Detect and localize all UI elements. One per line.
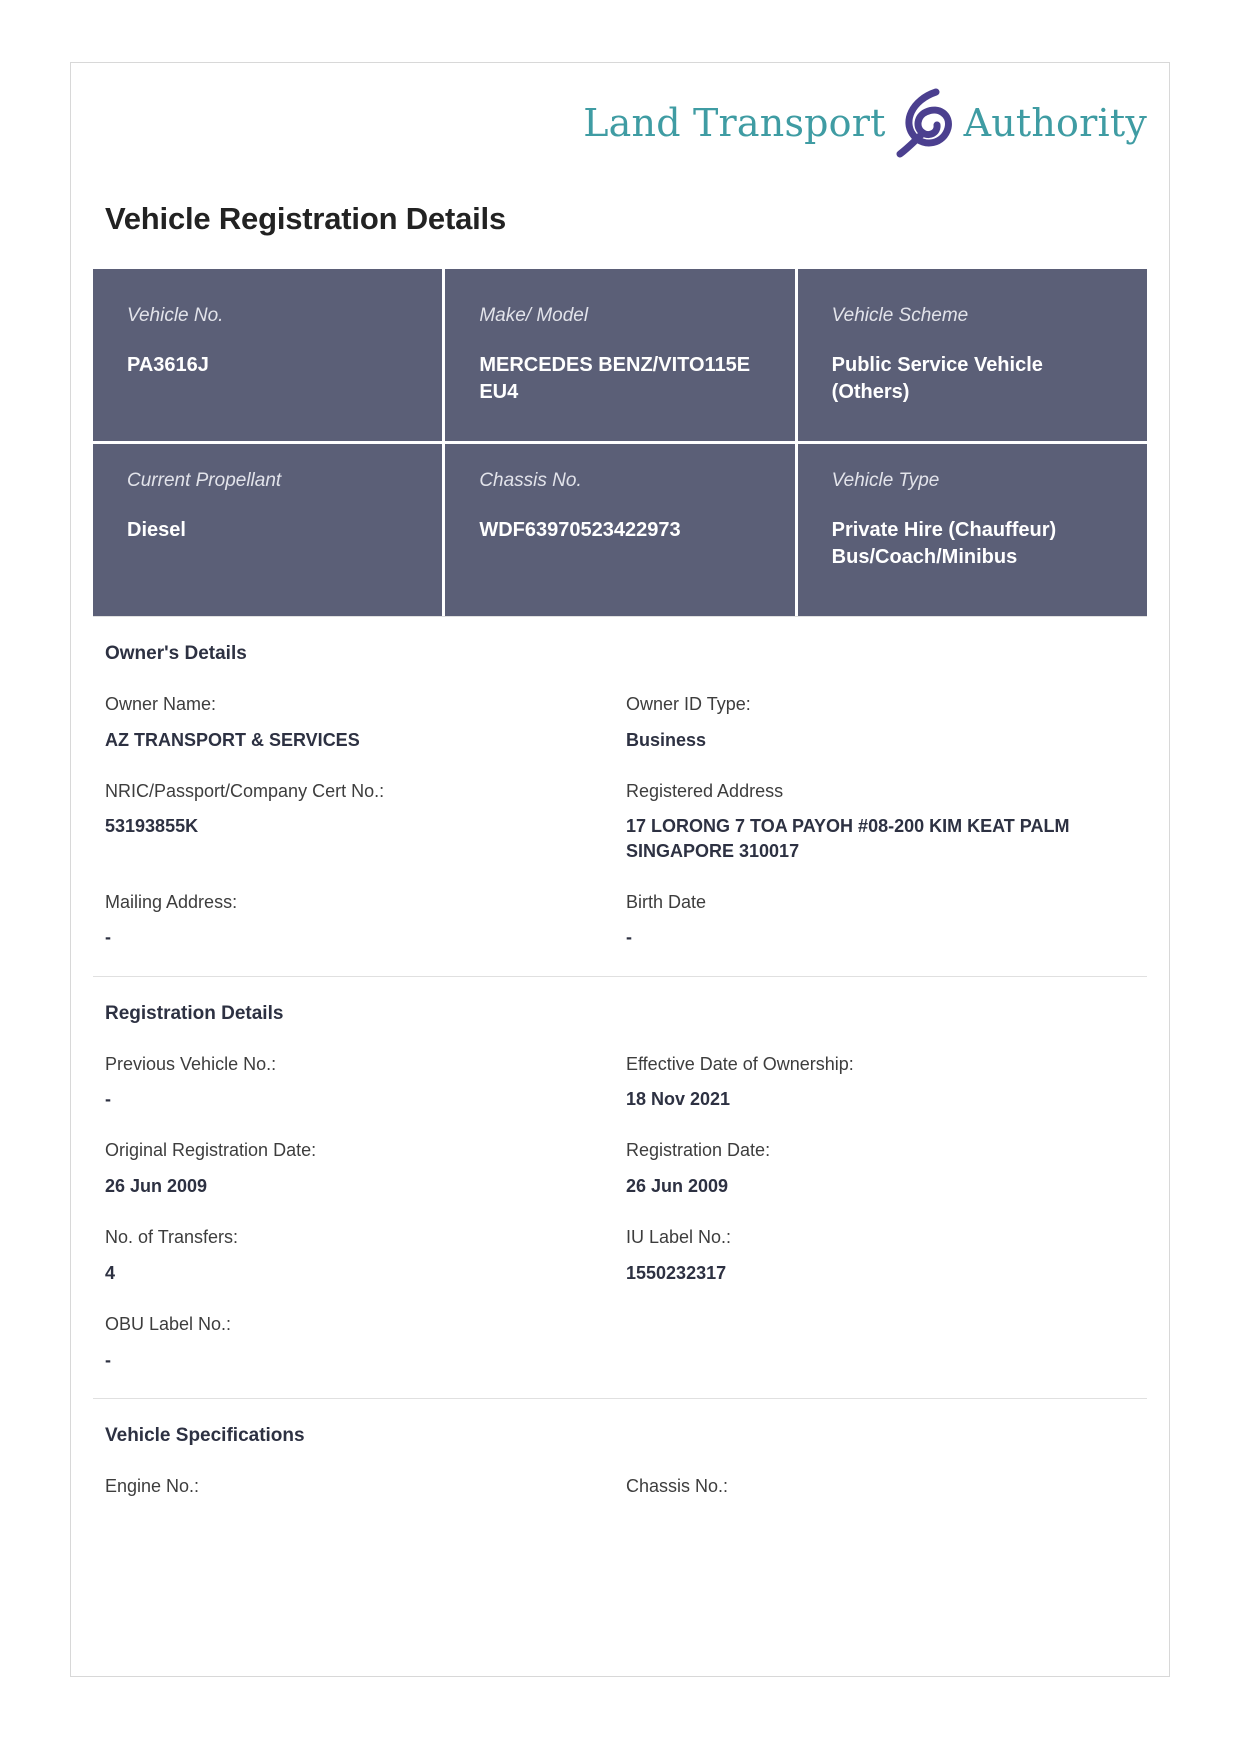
- field-value: 18 Nov 2021: [626, 1089, 731, 1110]
- field-value: Business: [626, 729, 707, 750]
- lta-logo-text: [583, 88, 1147, 158]
- field-spacer: [626, 1299, 1147, 1386]
- summary-value: MERCEDES BENZ/VITO115E EU4: [479, 353, 751, 403]
- owner-details-section: [93, 616, 1147, 976]
- field-engine-no: [105, 1461, 626, 1524]
- field-label: No. of Transfers:: [105, 1227, 239, 1248]
- section-title-owner: Owner's Details: [105, 643, 247, 664]
- field-iu-label-no: [626, 1212, 1147, 1299]
- summary-cell-chassis-no: [445, 444, 794, 616]
- field-label: Chassis No.:: [626, 1475, 729, 1496]
- field-value: 1550232317: [626, 1262, 727, 1283]
- logo-word-authority: Authority: [963, 101, 1147, 145]
- vehicle-summary-grid: [93, 269, 1147, 616]
- owner-fields: [93, 679, 1147, 964]
- field-owner-name: [105, 679, 626, 766]
- field-label: Owner ID Type:: [626, 694, 751, 714]
- page-title: Vehicle Registration Details: [105, 201, 506, 236]
- field-mailing-address: [105, 877, 626, 964]
- vehicle-specifications-section: [93, 1398, 1147, 1536]
- summary-label: Chassis No.: [479, 470, 582, 491]
- field-label: Birth Date: [626, 891, 707, 912]
- field-value: 53193855K: [105, 816, 199, 837]
- field-obu-label-no: [105, 1299, 626, 1386]
- summary-label: Vehicle No.: [127, 305, 224, 326]
- field-label: Engine No.:: [105, 1475, 200, 1496]
- field-value: AZ TRANSPORT & SERVICES: [105, 729, 360, 750]
- summary-cell-vehicle-type: [798, 444, 1147, 616]
- field-value: -: [626, 927, 632, 948]
- field-value: -: [105, 927, 111, 948]
- summary-value: Diesel: [127, 518, 186, 541]
- specifications-fields: [93, 1461, 1147, 1524]
- field-birth-date: [626, 877, 1147, 964]
- field-effective-date-of-ownership: [626, 1039, 1147, 1126]
- document-page: [70, 62, 1170, 1677]
- field-registration-date: [626, 1125, 1147, 1212]
- field-company-cert-no: [105, 766, 626, 877]
- field-value: 26 Jun 2009: [626, 1175, 729, 1196]
- field-value: -: [105, 1089, 111, 1110]
- section-title-registration: Registration Details: [105, 1002, 284, 1024]
- summary-cell-vehicle-no: [93, 269, 442, 441]
- field-value: -: [105, 1349, 111, 1370]
- summary-label: Make/ Model: [479, 305, 589, 326]
- field-label: Registration Date:: [626, 1140, 771, 1161]
- registration-fields: [93, 1039, 1147, 1386]
- field-value: 17 LORONG 7 TOA PAYOH #08-200 KIM KEAT PALM SINGAPORE 310017: [626, 816, 1070, 861]
- field-previous-vehicle-no: [105, 1039, 626, 1126]
- field-label: Previous Vehicle No.:: [105, 1053, 277, 1074]
- field-owner-id-type: [626, 679, 1147, 766]
- field-label: NRIC/Passport/Company Cert No.:: [105, 780, 385, 801]
- field-label: Mailing Address:: [105, 891, 238, 912]
- section-title-specifications: Vehicle Specifications: [105, 1424, 305, 1446]
- summary-value: Private Hire (Chauffeur) Bus/Coach/Minibus: [831, 518, 1057, 568]
- field-label: Original Registration Date:: [105, 1140, 317, 1161]
- field-label: Effective Date of Ownership:: [626, 1053, 854, 1074]
- registration-details-section: [93, 976, 1147, 1398]
- summary-cell-make-model: [445, 269, 794, 441]
- field-label: IU Label No.:: [626, 1227, 732, 1248]
- summary-value: Public Service Vehicle (Others): [831, 353, 1043, 403]
- summary-label: Vehicle Scheme: [831, 305, 969, 326]
- field-original-registration-date: [105, 1125, 626, 1212]
- summary-value: WDF63970523422973: [479, 518, 681, 541]
- field-registered-address: [626, 766, 1147, 877]
- summary-value: PA3616J: [127, 353, 209, 376]
- summary-label: Vehicle Type: [831, 470, 940, 491]
- field-value: 26 Jun 2009: [105, 1175, 208, 1196]
- summary-cell-current-propellant: [93, 444, 442, 616]
- field-label: OBU Label No.:: [105, 1314, 232, 1335]
- lta-ribbon-icon: [892, 88, 958, 158]
- lta-logo: [71, 63, 1169, 183]
- field-value: 4: [105, 1262, 116, 1283]
- summary-label: Current Propellant: [127, 470, 282, 491]
- field-label: Owner Name:: [105, 694, 217, 714]
- field-no-of-transfers: [105, 1212, 626, 1299]
- logo-word-land-transport: Land Transport: [583, 101, 886, 145]
- field-label: Registered Address: [626, 780, 784, 801]
- field-spec-chassis-no: [626, 1461, 1147, 1524]
- summary-cell-vehicle-scheme: [798, 269, 1147, 441]
